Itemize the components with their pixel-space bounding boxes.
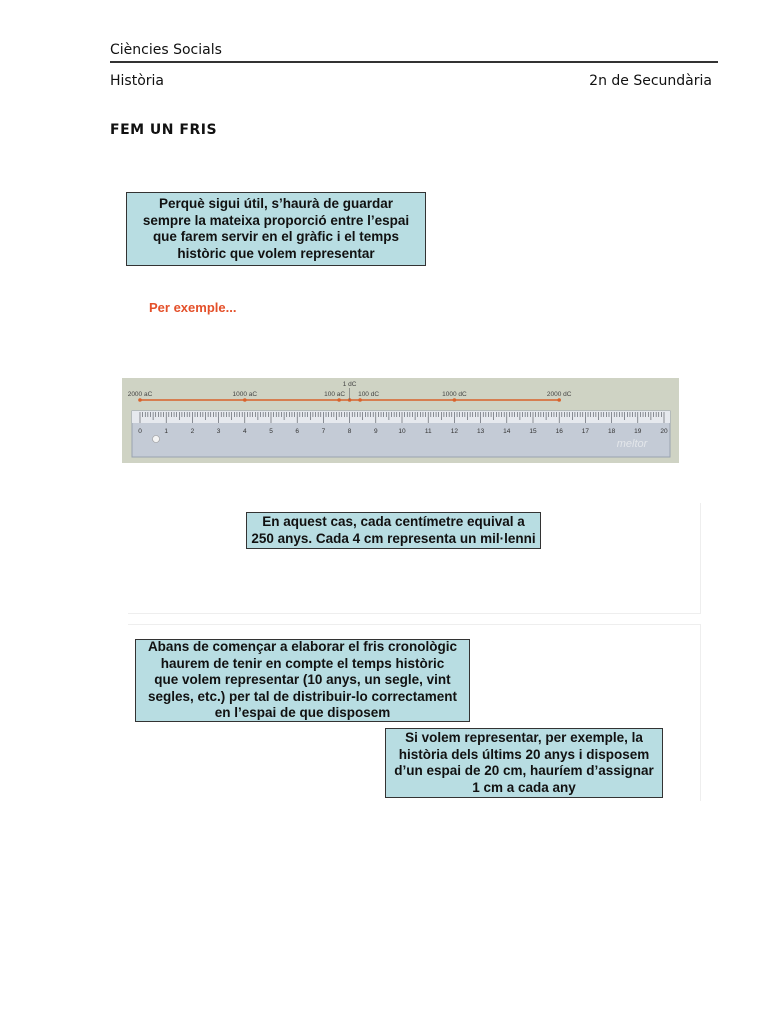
timeline-label: 1000 dC — [442, 391, 467, 398]
ruler-number: 16 — [555, 428, 563, 435]
ruler-svg — [122, 378, 679, 463]
timeline-label: 2000 dC — [546, 391, 572, 398]
ruler-number: 13 — [476, 428, 485, 435]
timeline-label: 1 dC — [342, 381, 357, 388]
timeline-marker — [453, 398, 457, 402]
ruler-number: 14 — [503, 428, 511, 435]
box-line: 250 anys. Cada 4 cm representa un mil·lenni — [251, 530, 536, 546]
subject-label: Ciències Socials — [110, 42, 222, 58]
ruler-number: 5 — [269, 428, 273, 435]
box-line: que farem servir en el gràfic i el temps — [152, 229, 400, 244]
ruler-number: 17 — [581, 428, 590, 435]
timeline-label: 100 dC — [358, 391, 380, 398]
timeline-label: 2000 aC — [127, 391, 153, 398]
box-line: En aquest cas, cada centímetre equival a — [262, 514, 525, 529]
example-label: Per exemple... — [149, 300, 237, 315]
box-line: haurem de tenir en compte el temps històric — [160, 655, 445, 671]
info-box-scale — [246, 512, 541, 549]
ruler-number: 10 — [398, 428, 406, 435]
box-line: Perquè sigui útil, s’haurà de guardar — [158, 196, 394, 211]
ruler-number: 15 — [529, 428, 537, 435]
info-box-before-starting — [135, 639, 470, 722]
box-line: que volem representar (10 anys, un segle, vint — [154, 672, 451, 688]
level-label: 2n de Secundària — [589, 73, 712, 89]
ruler-number: 4 — [242, 428, 247, 435]
ruler-edge — [132, 411, 670, 423]
ruler-brand: meltor — [616, 438, 648, 450]
ruler-number: 18 — [607, 428, 616, 435]
ruler-timeline-figure — [122, 378, 679, 463]
ruler-number: 8 — [347, 428, 352, 435]
ruler-number: 12 — [450, 428, 459, 435]
timeline-marker — [138, 398, 142, 402]
box-line: Si volem representar, per exemple, la — [405, 730, 643, 745]
timeline-marker — [337, 398, 341, 402]
ruler-number: 7 — [321, 428, 326, 435]
ruler-number: 6 — [295, 428, 300, 435]
timeline-label: 100 aC — [324, 391, 346, 398]
box-line: en l’espai de que disposem — [214, 705, 391, 721]
timeline-marker — [243, 398, 247, 402]
info-box-proportion — [126, 192, 426, 266]
header-divider — [110, 61, 718, 63]
page-title: FEM UN FRIS — [110, 122, 218, 138]
ruler-number: 0 — [138, 428, 142, 435]
box-line: història dels últims 20 anys i disposem — [398, 746, 650, 762]
box-line: sempre la mateixa proporció entre l’espai — [142, 212, 410, 228]
box-line: Abans de començar a elaborar el fris cronològic — [147, 639, 458, 655]
ruler-hole — [153, 436, 160, 443]
ruler-number: 20 — [660, 428, 668, 435]
ruler-number: 11 — [424, 428, 432, 435]
box-line: segles, etc.) per tal de distribuir-lo correctament — [147, 688, 458, 704]
ruler-number: 3 — [216, 428, 221, 435]
box-line: històric que volem representar — [177, 245, 375, 261]
ruler-number: 2 — [190, 428, 195, 435]
ruler-number: 9 — [373, 428, 378, 435]
timeline-marker — [557, 398, 561, 402]
box-line: d’un espai de 20 cm, hauríem d’assignar — [394, 763, 654, 778]
ruler-number: 1 — [164, 428, 169, 435]
ruler-number: 19 — [634, 428, 642, 435]
box-line: 1 cm a cada any — [472, 779, 576, 795]
topic-label: Història — [110, 73, 164, 89]
info-box-example-20-years — [385, 728, 663, 798]
timeline-marker — [358, 398, 362, 402]
timeline-label: 1000 aC — [232, 391, 258, 398]
